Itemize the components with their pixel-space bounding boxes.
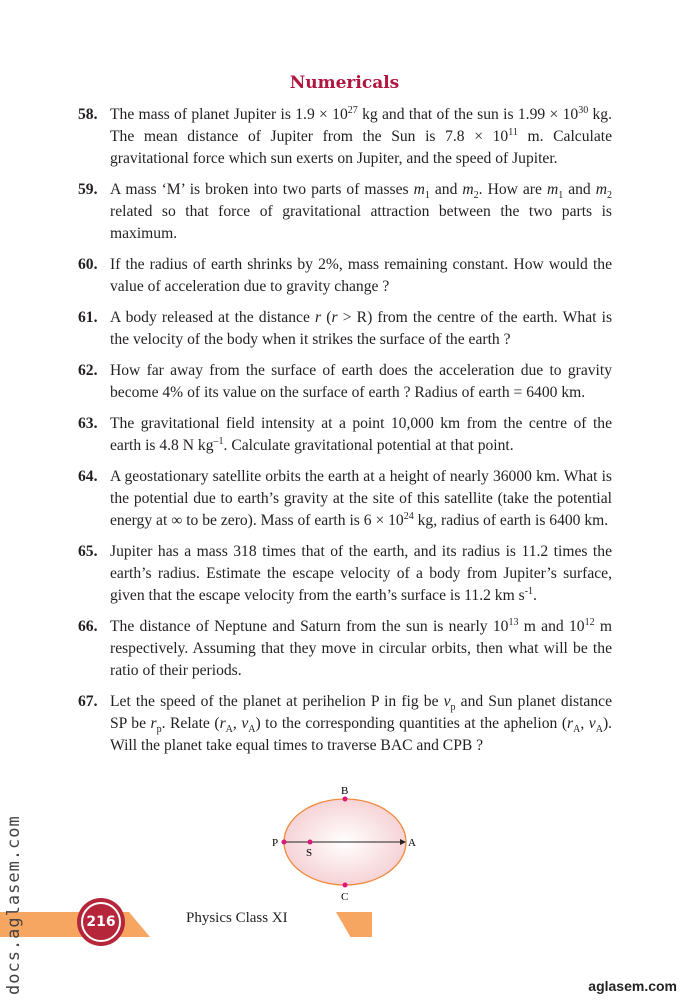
question-number: 65. — [78, 543, 98, 560]
text-run: 30 — [578, 104, 589, 116]
text-run: r — [315, 309, 322, 326]
text-run: m respectively. Assuming that they move in circular orbits, then what will be the ratio of their periods. — [110, 618, 612, 679]
question-item — [78, 413, 612, 457]
text-run: –1 — [213, 435, 224, 447]
text-run: Let the speed of the planet at perihelion P in fig be — [110, 693, 444, 710]
question-number: 60. — [78, 256, 98, 273]
text-run: ). Will the planet take equal times to traverse BAC and CPB ? — [110, 715, 613, 754]
label-s: S — [306, 847, 313, 859]
question-text — [110, 104, 612, 170]
point-b — [343, 797, 348, 802]
text-run: r — [150, 715, 157, 732]
text-run: A body released at the distance — [110, 309, 316, 326]
text-run: . Relate ( — [161, 715, 220, 732]
text-run: , — [232, 715, 242, 732]
question-text — [110, 413, 612, 457]
watermark: docs.aglasem.com — [4, 815, 24, 995]
text-run: A — [573, 724, 581, 736]
question-text — [110, 254, 612, 298]
question-text — [110, 466, 612, 532]
question-item — [78, 179, 612, 245]
text-run: related so that force of gravitational attraction between the two parts is maximum. — [110, 203, 612, 242]
question-number: 58. — [78, 106, 98, 123]
point-p — [282, 840, 287, 845]
text-run: m — [595, 181, 607, 198]
text-run: . — [533, 587, 537, 604]
text-run: kg, radius of earth is 6400 km. — [413, 512, 609, 529]
book-title: Physics Class XI — [186, 910, 288, 926]
point-c — [343, 883, 348, 888]
text-run: r — [567, 715, 574, 732]
text-run: A mass ‘M’ is broken into two parts of masses — [110, 181, 414, 198]
text-run: 12 — [584, 616, 595, 628]
text-run: m — [546, 181, 559, 198]
text-run: and — [429, 181, 463, 198]
text-run: ) to the corresponding quantities at the aphelion ( — [255, 715, 568, 732]
question-item — [78, 541, 612, 607]
text-run: A geostationary satellite orbits the earth at a height of nearly 36000 km. What is the potential due to earth’s gravity at the site of this satellite (take the potential energy at ∞ to be zero). Mass of earth is 6 × 10 — [110, 468, 612, 529]
text-run: p — [450, 702, 456, 714]
question-item — [78, 616, 612, 682]
orbit-diagram — [260, 782, 430, 907]
question-item — [78, 254, 612, 298]
text-run: kg. The mean distance of Jupiter from the Sun is 7.8 × 10 — [110, 106, 612, 145]
page-number: 216 — [81, 902, 121, 942]
text-run: v — [588, 715, 596, 732]
label-b: B — [341, 785, 349, 797]
text-run: and — [563, 181, 596, 198]
footer-band-right — [336, 912, 372, 937]
text-run: A — [595, 724, 603, 736]
question-text — [110, 307, 612, 351]
text-run: . How are — [478, 181, 547, 198]
question-number: 63. — [78, 415, 98, 432]
text-run: 27 — [347, 104, 358, 116]
question-text — [110, 616, 612, 682]
text-run: 11 — [508, 126, 518, 138]
page-number-badge — [77, 898, 125, 946]
text-run: m and 10 — [518, 618, 585, 635]
brand-link[interactable]: aglasem.com — [588, 978, 677, 994]
question-item — [78, 360, 612, 404]
text-run: m — [462, 181, 474, 198]
text-run: m — [413, 181, 425, 198]
text-run: A — [248, 724, 256, 736]
text-run: How far away from the surface of earth does the acceleration due to gravity become 4% of its value on the surface of earth ? Radius of earth = 6400 km. — [110, 362, 612, 401]
text-run: r — [219, 715, 226, 732]
text-run: If the radius of earth shrinks by 2%, mass remaining constant. How would the value of acceleration due to gravity change ? — [110, 256, 612, 295]
question-text — [110, 360, 612, 404]
text-run: The gravitational field intensity at a point 10,000 km from the centre of the earth is 4.8 N kg — [110, 415, 612, 454]
text-run: m. Calculate gravitational force which sun exerts on Jupiter, and the speed of Jupiter. — [110, 128, 612, 167]
text-run: A — [225, 724, 233, 736]
text-run: 2 — [607, 190, 612, 202]
text-run: > R) from the centre of the earth. What is the velocity of the body when it strikes the surface of the earth ? — [110, 309, 613, 348]
label-p: P — [272, 837, 279, 849]
question-number: 64. — [78, 468, 98, 485]
text-run: kg and that of the sun is 1.99 × 10 — [357, 106, 579, 123]
question-number: 62. — [78, 362, 98, 379]
text-run: v — [241, 715, 249, 732]
text-run: 1 — [558, 190, 564, 202]
question-list — [78, 104, 612, 766]
question-number: 61. — [78, 309, 98, 326]
text-run: p — [156, 724, 162, 736]
section-title: Numericals — [289, 73, 400, 93]
point-s — [308, 840, 313, 845]
question-item — [78, 104, 612, 170]
text-run: v — [443, 693, 451, 710]
label-c: C — [341, 891, 349, 903]
question-item — [78, 466, 612, 532]
text-run: r — [331, 309, 338, 326]
text-run: 13 — [508, 616, 519, 628]
text-run: 24 — [403, 510, 414, 522]
text-run: . Calculate gravitational potential at that point. — [223, 437, 514, 454]
text-run: The distance of Neptune and Saturn from the sun is nearly 10 — [110, 618, 509, 635]
text-run: , — [580, 715, 589, 732]
question-text — [110, 179, 612, 245]
text-run: Jupiter has a mass 318 times that of the earth, and its radius is 11.2 times the earth’s radius. Estimate the escape velocity of a body from Jupiter’s surface, given that the escape velocity from the earth’s surface is 11.2 km s — [110, 543, 612, 604]
text-run: ( — [321, 309, 332, 326]
text-run: -1 — [524, 585, 534, 597]
question-number: 59. — [78, 181, 98, 198]
question-item — [78, 691, 612, 757]
text-run: 1 — [424, 190, 430, 202]
question-item — [78, 307, 612, 351]
text-run: 2 — [473, 190, 479, 202]
text-run: The mass of planet Jupiter is 1.9 × 10 — [110, 106, 348, 123]
question-number: 66. — [78, 618, 98, 635]
label-a: A — [408, 837, 416, 849]
question-number: 67. — [78, 693, 98, 710]
text-run: and Sun planet distance SP be — [110, 693, 612, 732]
question-text — [110, 691, 612, 757]
question-text — [110, 541, 612, 607]
